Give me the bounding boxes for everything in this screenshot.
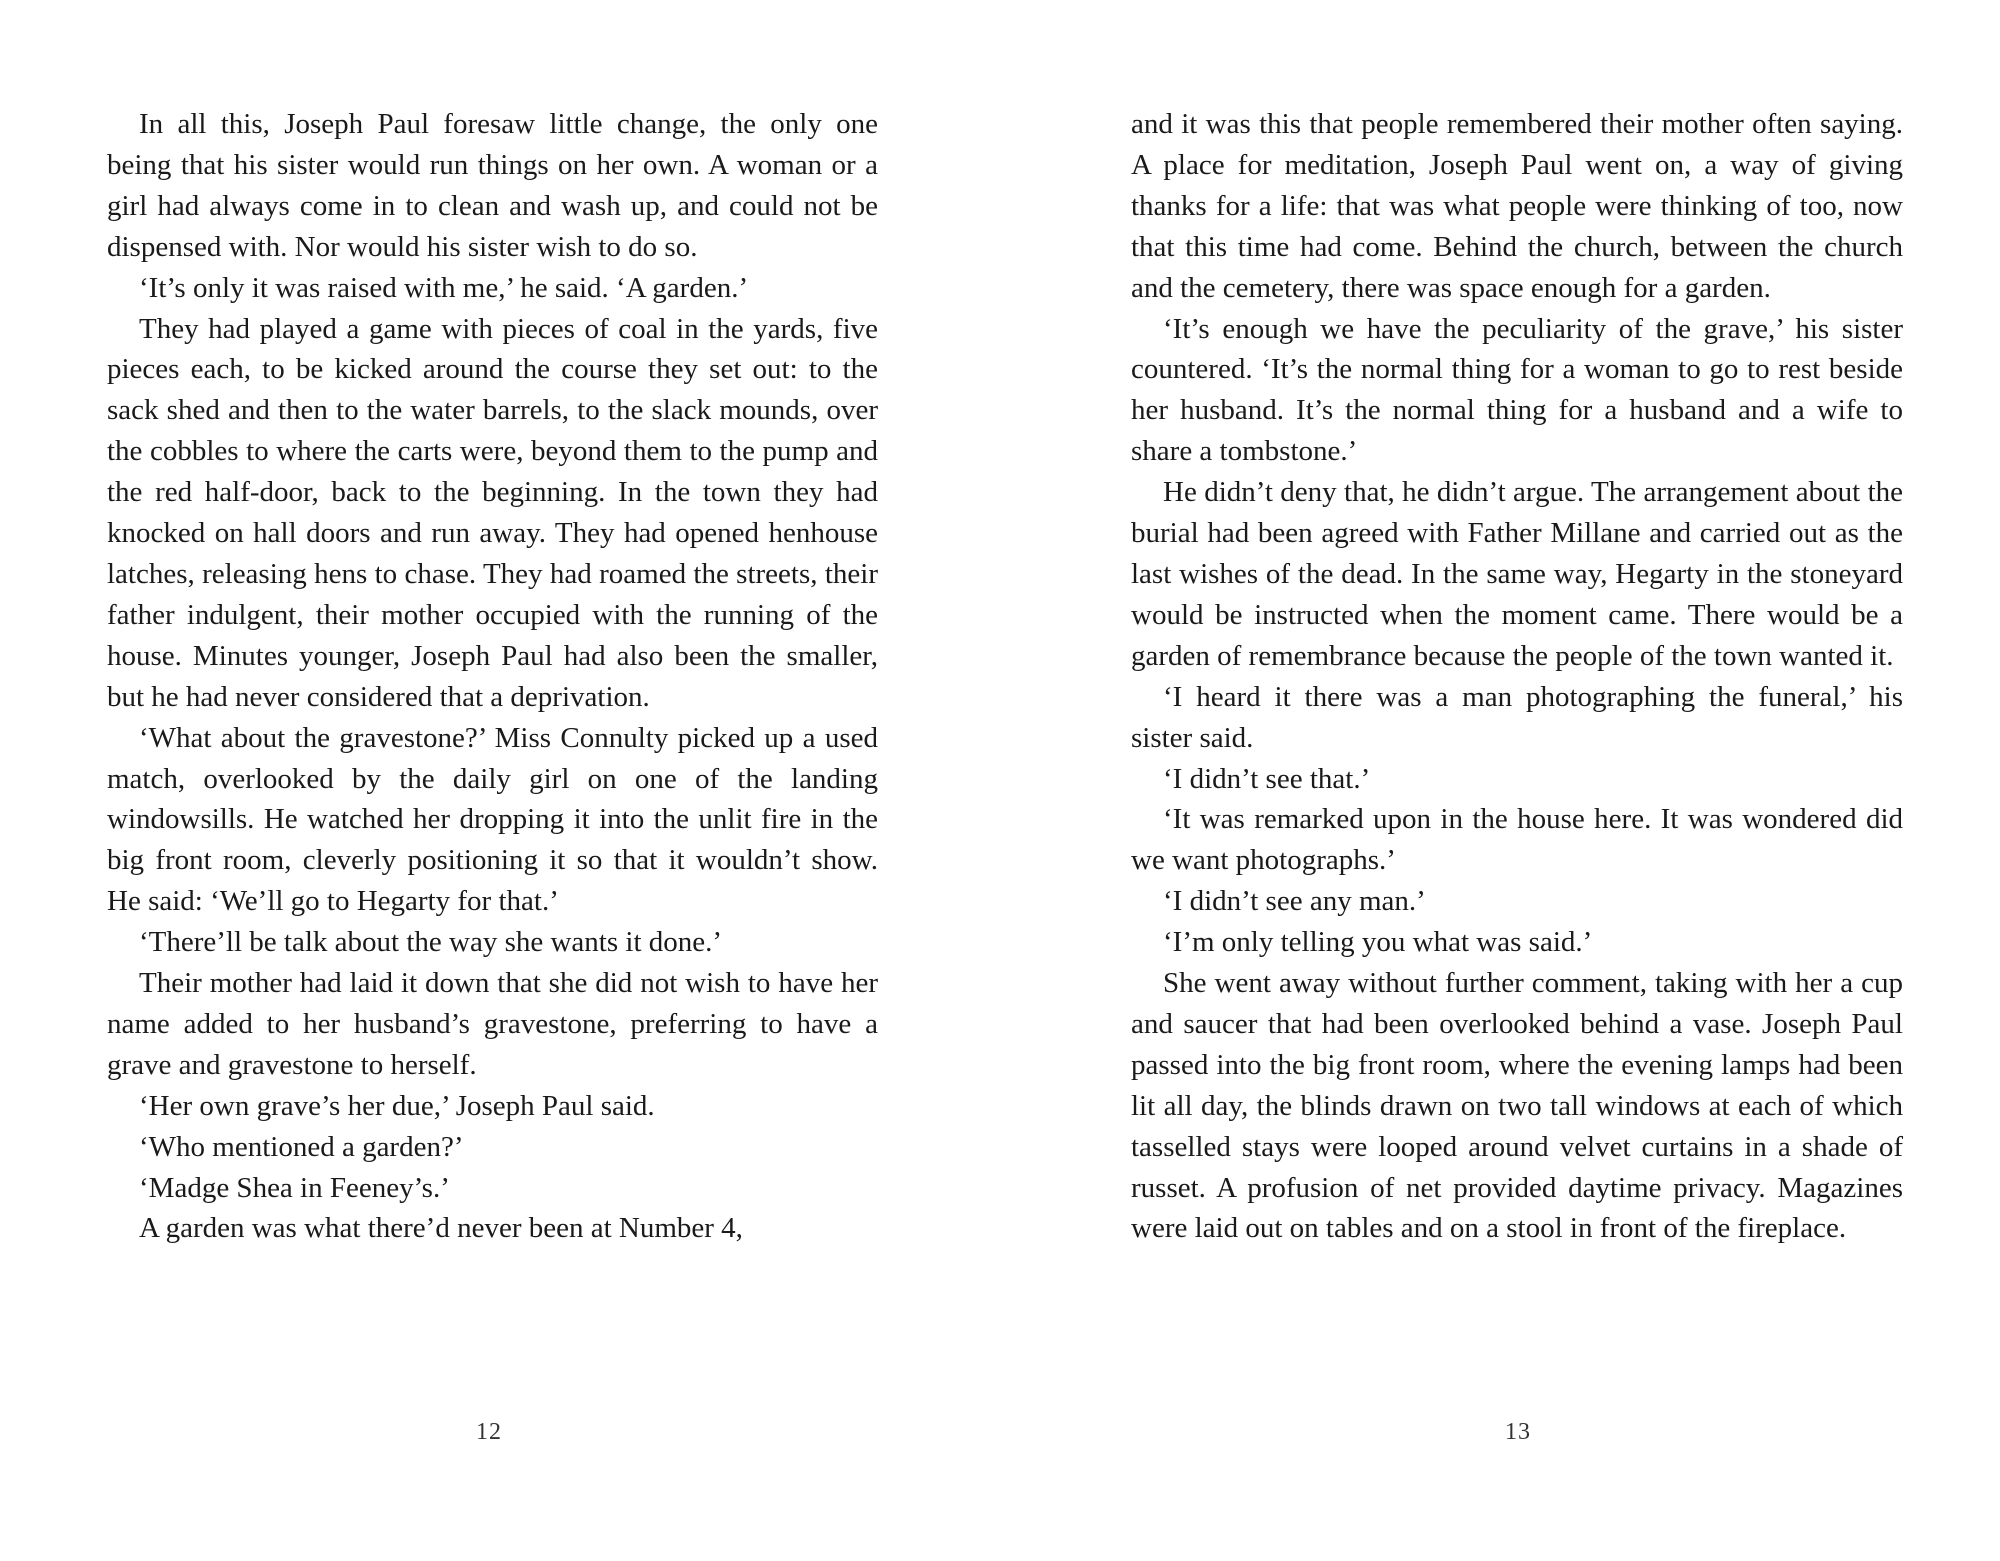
paragraph: ‘It’s only it was raised with me,’ he said. ‘A garden.’ [139, 271, 749, 304]
paragraph: ‘What about the gravestone?’ Miss Connulty picked up a used match, overlooked by the daily girl on one of the landing windowsills. He watched her dropping it into the unlit fire in the big front room, cleverly positioning it so that it wouldn’t show. He said: ‘We’ll go to Hegarty for that.’ [107, 721, 878, 918]
paragraph: ‘There’ll be talk about the way she wants it done.’ [139, 926, 723, 959]
page-number-left: 12 [476, 1419, 502, 1445]
paragraph: In all this, Joseph Paul foresaw little change, the only one being that his sister would run things on her own. A woman or a girl had always come in to clean and wash up, and could not be dispensed with. Nor would his sister wish to do so. [107, 108, 878, 263]
paragraph: ‘I didn’t see any man.’ [1163, 885, 1426, 918]
paragraph: Their mother had laid it down that she did not wish to have her name added to her husband’s gravestone, preferring to have a grave and gravestone to herself. [107, 967, 878, 1081]
paragraph: They had played a game with pieces of coal in the yards, five pieces each, to be kicked around the course they set out: to the sack shed and then to the water barrels, to the slack mounds, over the cobbles to where the carts were, beyond them to the pump and the red half-door, back to the beginning. In the town they had knocked on hall doors and run away. They had opened henhouse latches, releasing hens to chase. They had roamed the streets, their father indulgent, their mother occupied with the running of the house. Minutes younger, Joseph Paul had also been the smaller, but he had never considered that a deprivation. [107, 312, 878, 713]
paragraph: ‘Who mentioned a garden?’ [139, 1130, 464, 1163]
right-page [1131, 104, 1903, 1249]
paragraph: She went away without further comment, taking with her a cup and saucer that had been overlooked behind a vase. Joseph Paul passed into the big front room, where the evening lamps had been lit all day, the blinds drawn on two tall windows at each of which tasselled stays were looped around velvet curtains in a shade of russet. A profusion of net provided daytime privacy. Magazines were laid out on tables and on a stool in front of the fireplace. [1131, 967, 1903, 1245]
paragraph: He didn’t deny that, he didn’t argue. The arrangement about the burial had been agreed with Father Millane and carried out as the last wishes of the dead. In the same way, Hegarty in the stoneyard would be instructed when the moment came. There would be a garden of remembrance because the people of the town wanted it. [1131, 476, 1903, 672]
paragraph: ‘It was remarked upon in the house here. It was wondered did we want photographs.’ [1131, 803, 1903, 877]
paragraph: ‘I’m only telling you what was said.’ [1163, 926, 1593, 959]
paragraph: ‘Her own grave’s her due,’ Joseph Paul said. [139, 1089, 655, 1122]
paragraph: ‘I heard it there was a man photographing the funeral,’ his sister said. [1131, 680, 1903, 754]
paragraph: A garden was what there’d never been at Number 4, [139, 1212, 743, 1245]
paragraph: ‘It’s enough we have the peculiarity of the grave,’ his sister countered. ‘It’s the normal thing for a woman to go to rest beside her husband. It’s the normal thing for a husband and a wife to share a tombstone.’ [1131, 312, 1903, 468]
paragraph: ‘I didn’t see that.’ [1163, 762, 1371, 795]
left-page [107, 104, 878, 1249]
paragraph: ‘Madge Shea in Feeney’s.’ [139, 1171, 450, 1204]
paragraph: and it was this that people remembered their mother often saying. A place for meditation, Joseph Paul went on, a way of giving thanks for a life: that was what people were thinking of too, now that this time had come. Behind the church, between the church and the cemetery, there was space enough for a garden. [1131, 108, 1903, 304]
page-number-right: 13 [1505, 1419, 1531, 1445]
